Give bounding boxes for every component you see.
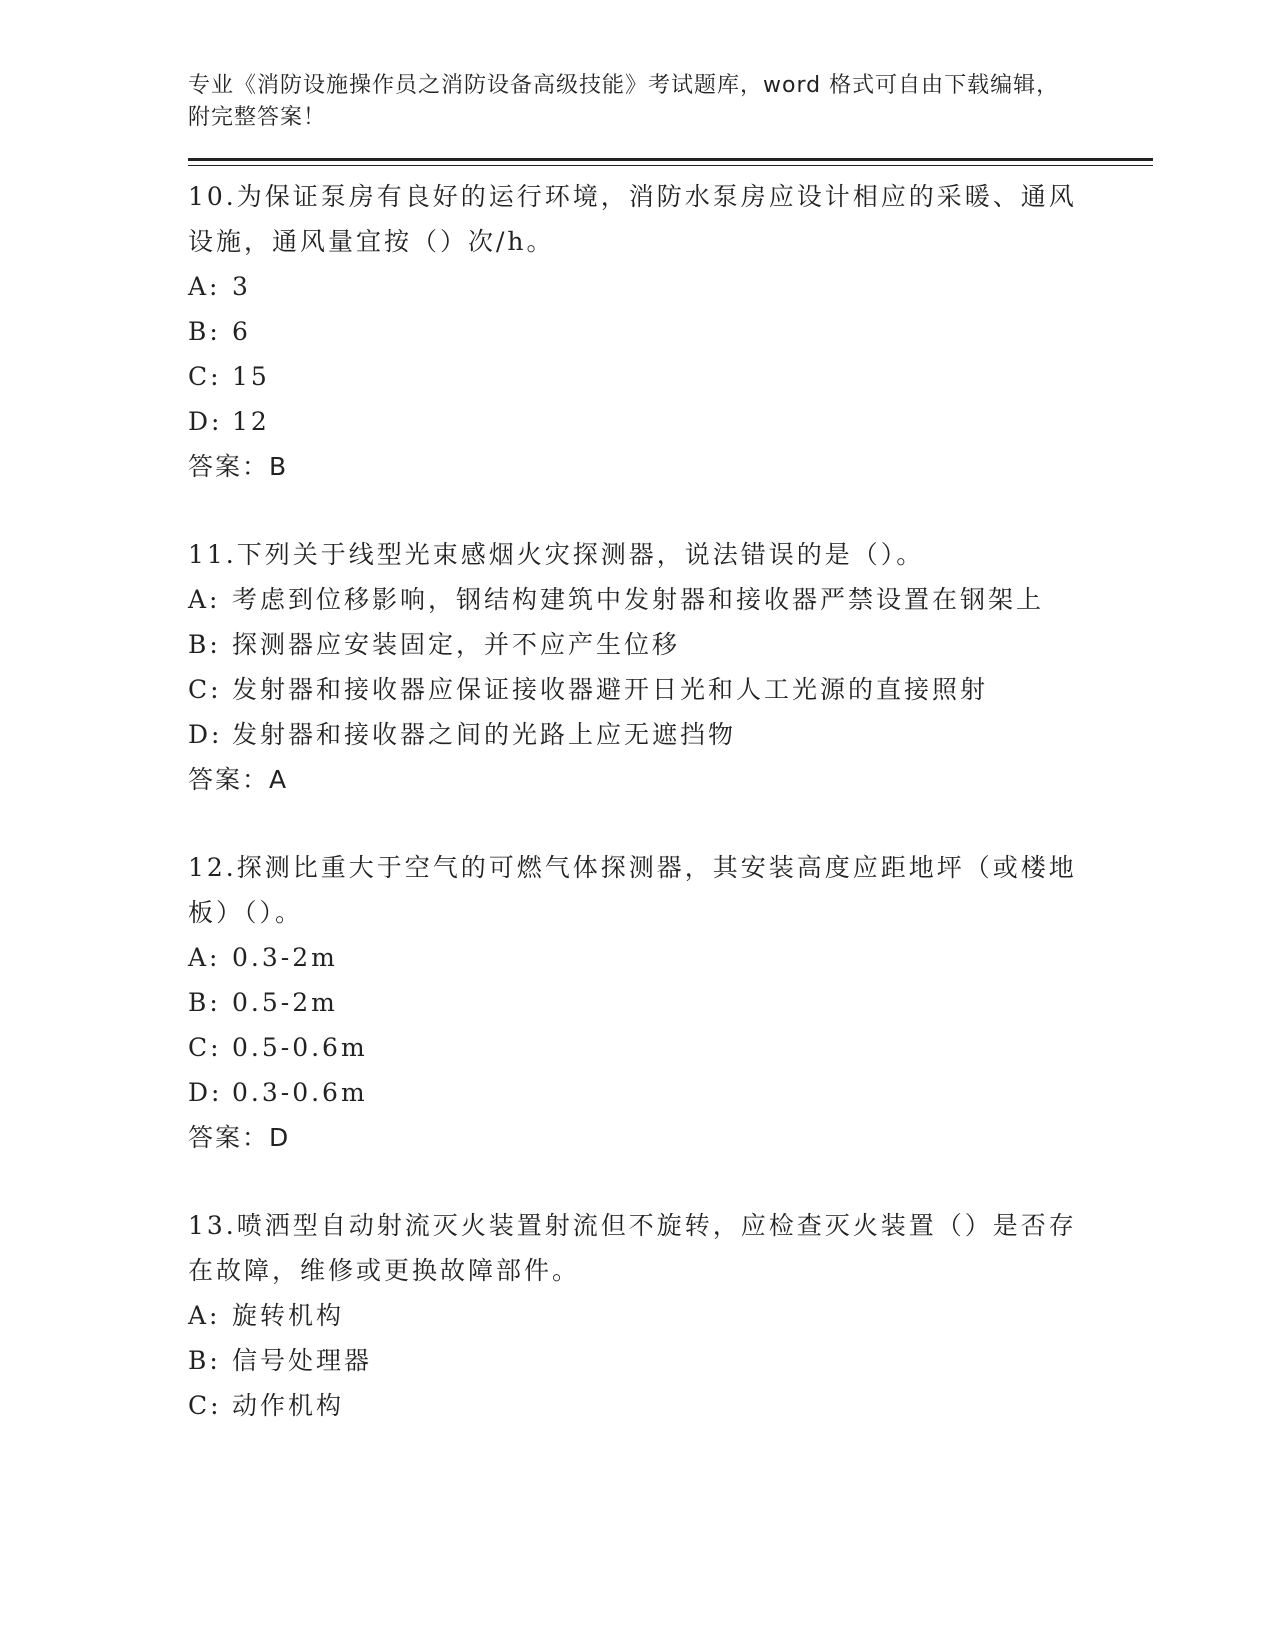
option-letter: C: [188, 1033, 222, 1062]
option-text: 发射器和接收器应保证接收器避开日光和人工光源的直接照射 [232, 675, 989, 704]
option-a [188, 577, 1153, 622]
option-letter: B: [188, 317, 221, 346]
option-letter: D: [188, 720, 223, 749]
option-text: 3 [232, 272, 251, 301]
option-c [188, 354, 1153, 399]
option-text: 旋转机构 [232, 1301, 345, 1330]
option-text: 15 [232, 362, 270, 391]
option-letter: B: [188, 988, 221, 1017]
question-stem: 13.喷洒型自动射流灭火装置射流但不旋转，应检查灭火装置（）是否存在故障，维修或更换故障部件。 [188, 1211, 1077, 1285]
question-stem: 11.下列关于线型光束感烟火灾探测器，说法错误的是（）。 [188, 540, 925, 569]
question-13 [188, 1203, 1153, 1428]
option-c [188, 1025, 1153, 1070]
option-letter: C: [188, 362, 222, 391]
document-page [188, 70, 1153, 1471]
answer-line: 答案：D [188, 1123, 291, 1152]
option-b [188, 309, 1153, 354]
option-d [188, 712, 1153, 757]
option-c [188, 1383, 1153, 1428]
option-letter: B: [188, 630, 221, 659]
option-letter: C: [188, 1391, 222, 1420]
question-10 [188, 174, 1153, 489]
option-b [188, 622, 1153, 667]
option-text: 发射器和接收器之间的光路上应无遮挡物 [232, 720, 737, 749]
option-text: 0.3-0.6m [232, 1078, 368, 1107]
option-letter: A: [188, 585, 221, 614]
answer-line: 答案：A [188, 765, 289, 794]
option-text: 信号处理器 [232, 1346, 373, 1375]
option-letter: A: [188, 272, 221, 301]
option-a [188, 1293, 1153, 1338]
question-11 [188, 532, 1153, 802]
option-letter: C: [188, 675, 222, 704]
option-d [188, 1070, 1153, 1115]
option-text: 考虑到位移影响，钢结构建筑中发射器和接收器严禁设置在钢架上 [232, 585, 1045, 614]
option-letter: A: [188, 943, 221, 972]
question-12 [188, 845, 1153, 1160]
option-d [188, 399, 1153, 444]
option-text: 0.5-0.6m [232, 1033, 368, 1062]
option-text: 0.5-2m [232, 988, 338, 1017]
option-letter: D: [188, 1078, 223, 1107]
option-b [188, 1338, 1153, 1383]
option-a [188, 935, 1153, 980]
option-letter: B: [188, 1346, 221, 1375]
option-letter: D: [188, 407, 223, 436]
option-text: 探测器应安装固定，并不应产生位移 [232, 630, 681, 659]
answer-line: 答案：B [188, 452, 289, 481]
question-stem: 10.为保证泵房有良好的运行环境，消防水泵房应设计相应的采暖、通风设施，通风量宜按（）次/h。 [188, 182, 1077, 256]
option-b [188, 980, 1153, 1025]
question-stem: 12.探测比重大于空气的可燃气体探测器，其安装高度应距地坪（或楼地板）（）。 [188, 853, 1077, 927]
option-text: 0.3-2m [232, 943, 338, 972]
header-divider [188, 158, 1153, 166]
option-a [188, 264, 1153, 309]
option-letter: A: [188, 1301, 221, 1330]
question-list [188, 174, 1153, 1428]
option-text: 6 [232, 317, 251, 346]
option-c [188, 667, 1153, 712]
option-text: 动作机构 [232, 1391, 345, 1420]
document-header: 专业《消防设施操作员之消防设备高级技能》考试题库，word 格式可自由下载编辑，附完整答案！ [188, 73, 1060, 130]
option-text: 12 [232, 407, 270, 436]
